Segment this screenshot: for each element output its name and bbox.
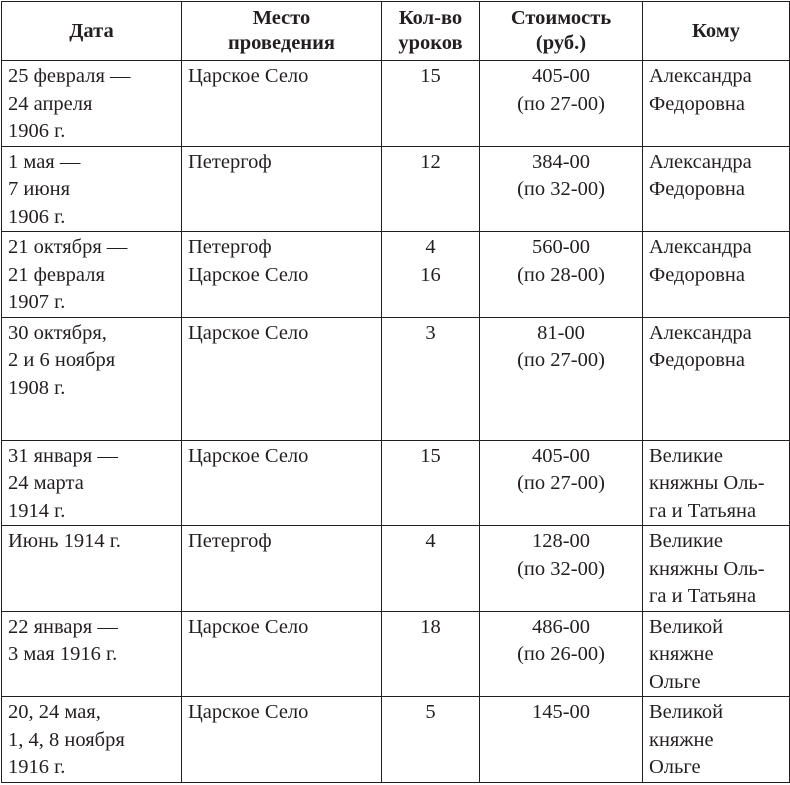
recipient-cell: [643, 61, 790, 147]
date-cell: [2, 697, 182, 783]
count-cell: [382, 317, 480, 440]
date-cell-line: 1 мая —: [8, 150, 81, 173]
header-whom-text: Кому: [692, 19, 740, 42]
recipient-cell-line: Александра: [649, 321, 752, 344]
place-cell: [182, 146, 382, 232]
place-cell-line: Царское Село: [188, 65, 309, 87]
header-date-text: Дата: [69, 19, 114, 42]
cost-cell: [480, 232, 643, 318]
cost-cell-line: 405-00: [531, 444, 591, 467]
cost-cell-line: (по 27-00): [517, 92, 605, 115]
place-cell-line: Петергоф: [188, 150, 272, 173]
date-cell-line: 22 января —: [8, 615, 118, 638]
date-cell-line: 25 февраля —: [8, 65, 131, 87]
count-cell: [382, 146, 480, 232]
recipient-cell-line: Великой: [649, 615, 724, 638]
recipient-cell-line: Великие: [649, 444, 724, 467]
header-place-line-1: Место: [252, 7, 311, 29]
table-row: [2, 697, 790, 783]
date-cell-line: 21 октября —: [8, 236, 128, 258]
count-cell-line: 4: [425, 530, 436, 552]
date-cell-line: 30 октября,: [8, 321, 107, 344]
date-cell: [2, 61, 182, 147]
date-cell: [2, 232, 182, 318]
recipient-cell-line: княжне: [649, 728, 714, 751]
recipient-cell-line: га и Татьяна: [649, 585, 757, 607]
recipient-cell-line: княжне: [649, 643, 714, 665]
header-count: [382, 2, 480, 61]
place-cell: [182, 232, 382, 318]
count-cell: [382, 697, 480, 783]
recipient-cell-line: Александра: [649, 150, 752, 173]
recipient-cell-line: Александра: [649, 236, 752, 258]
recipient-cell-line: княжны Оль-: [649, 472, 765, 494]
recipient-cell: [643, 440, 790, 526]
cost-cell-line: (по 32-00): [517, 557, 605, 580]
count-cell-line: 3: [425, 321, 436, 344]
date-cell-line: 3 мая 1916 г.: [8, 643, 118, 665]
table-row: [2, 317, 790, 440]
place-cell-line: Царское Село: [188, 615, 309, 638]
header-place: [182, 2, 382, 61]
date-cell: [2, 146, 182, 232]
table-row: [2, 440, 790, 526]
cost-cell-line: 560-00: [531, 236, 591, 258]
cost-cell: [480, 317, 643, 440]
count-cell: [382, 440, 480, 526]
header-date: [2, 2, 182, 61]
header-cost-line-2: (руб.): [535, 32, 587, 54]
recipient-cell-line: Федоровна: [649, 178, 745, 200]
header-row: [2, 2, 790, 61]
cost-cell-line: 405-00: [531, 65, 591, 87]
date-cell-line: 24 апреля: [8, 92, 93, 115]
cost-cell-line: (по 27-00): [517, 472, 605, 494]
recipient-cell: [643, 146, 790, 232]
recipient-cell: [643, 611, 790, 697]
date-cell-line: 2 и 6 ноября: [8, 349, 116, 371]
date-cell-line: 20, 24 мая,: [8, 701, 101, 723]
place-cell-line: Царское Село: [188, 263, 309, 286]
cost-cell-line: 128-00: [531, 530, 591, 552]
recipient-cell-line: Великой: [649, 701, 724, 723]
date-cell-line: 1906 г.: [8, 205, 66, 228]
place-cell-line: Петергоф: [188, 236, 272, 258]
date-cell-line: 24 марта: [8, 472, 84, 494]
date-cell: [2, 526, 182, 612]
cost-cell-line: 81-00: [537, 321, 585, 344]
cost-cell: [480, 526, 643, 612]
date-cell-line: 1906 г.: [8, 120, 66, 142]
cost-cell: [480, 61, 643, 147]
cost-cell-line: (по 28-00): [517, 263, 605, 286]
place-cell: [182, 526, 382, 612]
count-cell: [382, 611, 480, 697]
table-row: [2, 146, 790, 232]
place-cell: [182, 440, 382, 526]
table-row: [2, 61, 790, 147]
recipient-cell-line: Ольге: [649, 670, 701, 693]
place-cell: [182, 61, 382, 147]
count-cell-line: 15: [420, 65, 441, 87]
place-cell: [182, 317, 382, 440]
lessons-table: [1, 1, 790, 783]
date-cell-line: 1, 4, 8 ноября: [8, 728, 125, 751]
cost-cell: [480, 697, 643, 783]
count-cell-line: 12: [420, 150, 441, 173]
recipient-cell: [643, 526, 790, 612]
cost-cell-line: 384-00: [531, 150, 591, 173]
date-cell-line: 1916 г.: [8, 756, 66, 778]
date-cell: [2, 440, 182, 526]
place-cell-line: Царское Село: [188, 444, 309, 467]
place-cell-line: Царское Село: [188, 321, 309, 344]
recipient-cell: [643, 697, 790, 783]
count-cell-line: 5: [425, 701, 436, 723]
cost-cell: [480, 611, 643, 697]
table-row: [2, 611, 790, 697]
table-row: [2, 526, 790, 612]
date-cell-line: 1914 г.: [8, 499, 66, 522]
recipient-cell-line: Великие: [649, 530, 724, 552]
place-cell: [182, 611, 382, 697]
place-cell: [182, 697, 382, 783]
header-count-line-1: Кол-во: [398, 7, 463, 29]
recipient-cell-line: Федоровна: [649, 263, 745, 286]
count-cell-line: 16: [420, 263, 441, 286]
count-cell-line: 15: [420, 444, 441, 467]
recipient-cell: [643, 317, 790, 440]
cost-cell-line: 486-00: [531, 615, 591, 638]
cost-cell-line: (по 27-00): [517, 349, 605, 371]
place-cell-line: Царское Село: [188, 701, 309, 723]
table-body: [2, 61, 790, 783]
table-row: [2, 232, 790, 318]
count-cell: [382, 61, 480, 147]
date-cell-line: 31 января —: [8, 444, 118, 467]
header-whom: [643, 2, 790, 61]
recipient-cell-line: га и Татьяна: [649, 499, 757, 522]
cost-cell-line: 145-00: [531, 701, 591, 723]
place-cell-line: Петергоф: [188, 530, 272, 552]
count-cell: [382, 232, 480, 318]
header-count-line-2: уроков: [398, 32, 463, 54]
header-cost-line-1: Стоимость: [510, 7, 612, 29]
count-cell-line: 18: [420, 615, 441, 638]
date-cell: [2, 317, 182, 440]
date-cell-line: Июнь 1914 г.: [8, 530, 121, 552]
recipient-cell-line: Александра: [649, 65, 752, 87]
date-cell-line: 1908 г.: [8, 376, 66, 399]
count-cell-line: 4: [425, 236, 436, 258]
date-cell: [2, 611, 182, 697]
date-cell-line: 21 февраля: [8, 263, 105, 286]
date-cell-line: 1907 г.: [8, 291, 66, 313]
recipient-cell-line: Ольге: [649, 756, 701, 778]
cost-cell: [480, 146, 643, 232]
header-place-line-2: проведения: [227, 32, 336, 54]
recipient-cell-line: княжны Оль-: [649, 557, 765, 580]
date-cell-line: 7 июня: [8, 178, 71, 200]
count-cell: [382, 526, 480, 612]
header-cost: [480, 2, 643, 61]
cost-cell-line: (по 26-00): [517, 643, 605, 665]
recipient-cell: [643, 232, 790, 318]
recipient-cell-line: Федоровна: [649, 349, 745, 371]
recipient-cell-line: Федоровна: [649, 92, 745, 115]
cost-cell: [480, 440, 643, 526]
cost-cell-line: (по 32-00): [517, 178, 605, 200]
